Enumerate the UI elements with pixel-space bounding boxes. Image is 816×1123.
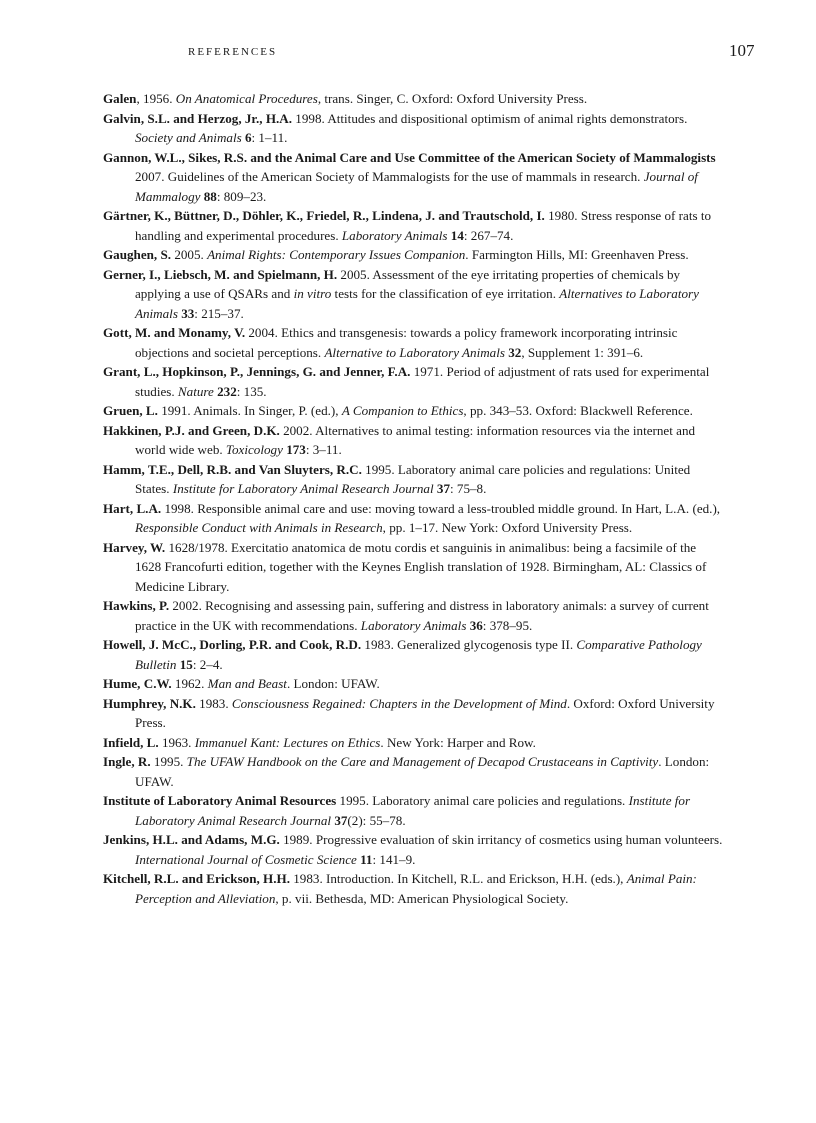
reference-entry <box>103 752 723 791</box>
reference-text: 2005. <box>171 247 208 262</box>
reference-authors-or-volume: Gaughen, S. <box>103 247 172 262</box>
reference-authors-or-volume: 88 <box>203 188 217 204</box>
reference-entry <box>103 401 723 421</box>
reference-text: 1971. Period of adjustment of rats used for experimental studies. <box>135 364 710 399</box>
reference-text: 2005. Assessment of the eye irritating properties of chemicals by applying a use of QSARs and <box>135 266 681 301</box>
reference-authors-or-volume: Jenkins, H.L. and Adams, M.G. <box>103 832 280 847</box>
reference-text: . London: UFAW. <box>135 754 710 789</box>
reference-title: Laboratory Animals <box>341 227 448 243</box>
reference-text: . Farmington Hills, MI: Greenhaven Press. <box>465 247 689 262</box>
reference-text: : 267–74. <box>463 227 514 243</box>
reference-title: On Anatomical Procedures <box>175 91 318 106</box>
reference-authors-or-volume: 36 <box>469 617 483 633</box>
reference-entry <box>103 674 723 694</box>
reference-title: Institute for Laboratory Animal Research Journal <box>135 793 691 828</box>
reference-title: Immanuel Kant: Lectures on Ethics <box>194 734 381 750</box>
reference-text: (2): 55–78. <box>347 812 406 828</box>
reference-authors-or-volume: Gott, M. and Monamy, V. <box>103 325 246 340</box>
reference-authors-or-volume: Gerner, I., Liebsch, M. and Spielmann, H. <box>103 266 338 282</box>
reference-title: A Companion to Ethics <box>341 403 464 418</box>
reference-entry <box>103 635 723 674</box>
reference-text: 1983. <box>195 695 232 711</box>
reference-text: 1983. Introduction. In Kitchell, R.L. and Erickson, H.H. (eds.), <box>289 871 627 886</box>
reference-entry <box>103 596 723 635</box>
reference-authors-or-volume: Hakkinen, P.J. and Green, D.K. <box>103 422 280 438</box>
reference-text: 1962. <box>171 676 208 691</box>
reference-authors-or-volume: Galen <box>103 91 137 106</box>
reference-authors-or-volume: Institute of Laboratory Animal Resources <box>103 793 337 808</box>
reference-entry <box>103 109 723 148</box>
reference-text: 1980. Stress response of rats to handling and experimental procedures. <box>135 208 712 243</box>
reference-text: : 135. <box>236 383 267 399</box>
reference-entry <box>103 362 723 401</box>
reference-text: , Supplement 1: 391–6. <box>521 344 644 360</box>
reference-title: Animal Pain: Perception and Alleviation <box>135 871 697 906</box>
reference-authors-or-volume: 14 <box>450 227 464 243</box>
page-number: 107 <box>729 41 755 60</box>
reference-title: Responsible Conduct with Animals in Research <box>135 520 383 535</box>
reference-text: . Oxford: Oxford University Press. <box>135 695 715 730</box>
reference-authors-or-volume: 173 <box>286 442 306 457</box>
reference-authors-or-volume: Gruen, L. <box>103 403 158 418</box>
reference-text: : 3–11. <box>305 442 342 457</box>
reference-entry <box>103 460 723 499</box>
reference-text: 1963. <box>158 734 195 750</box>
reference-authors-or-volume: 37 <box>334 812 348 828</box>
reference-authors-or-volume: 33 <box>181 305 195 321</box>
reference-text: 1998. Responsible animal care and use: moving toward a less-troubled middle ground. In Hart, L.A. (ed.), <box>161 500 721 516</box>
reference-authors-or-volume: Humphrey, N.K. <box>103 695 196 711</box>
reference-authors-or-volume: Hamm, T.E., Dell, R.B. and Van Sluyters, R.C. <box>103 461 362 477</box>
reference-text: 2002. Recognising and assessing pain, suffering and distress in laboratory animals: a survey of current practice in the UK with recommendations. <box>135 598 709 633</box>
reference-list <box>103 89 723 908</box>
reference-title: Nature <box>177 383 214 399</box>
reference-entry <box>103 265 723 324</box>
reference-text: tests for the classification of eye irritation. <box>331 286 560 301</box>
reference-text: : 75–8. <box>449 481 487 496</box>
reference-text: , p. vii. Bethesda, MD: American Physiological Society. <box>275 890 569 906</box>
reference-authors-or-volume: 37 <box>436 481 450 496</box>
reference-authors-or-volume: Gannon, W.L., Sikes, R.S. and the Animal Care and Use Committee of the American Society of Mammalogists <box>103 149 716 165</box>
reference-text: 1995. <box>150 754 187 769</box>
reference-entry <box>103 869 723 908</box>
reference-authors-or-volume: Grant, L., Hopkinson, P., Jennings, G. and Jenner, F.A. <box>103 364 411 379</box>
reference-text: : 378–95. <box>482 617 533 633</box>
reference-authors-or-volume: Gärtner, K., Büttner, D., Döhler, K., Friedel, R., Lindena, J. and Trautschold, I. <box>103 208 545 223</box>
reference-entry <box>103 206 723 245</box>
reference-entry <box>103 89 723 109</box>
reference-text: 1628/1978. Exercitatio anatomica de motu cordis et sanguinis in animalibus: being a facsimile of the 1628 Francofurti edition, together with the Keynes English translation of 1928. Birmingham, AL: Classics of Medicine Library. <box>135 539 707 594</box>
reference-text: : 215–37. <box>194 305 244 321</box>
reference-text: 2004. Ethics and transgenesis: towards a policy framework incorporating intrinsic objections and societal perceptions. <box>135 325 678 360</box>
reference-entry <box>103 323 723 362</box>
reference-text: : 809–23. <box>216 188 267 204</box>
reference-entry <box>103 830 723 869</box>
reference-text: : 1–11. <box>251 130 288 145</box>
reference-title: International Journal of Cosmetic Science <box>135 851 357 867</box>
reference-entry <box>103 245 723 265</box>
reference-text: . New York: Harper and Row. <box>380 734 536 750</box>
reference-authors-or-volume: 232 <box>217 383 237 399</box>
reference-entry <box>103 538 723 597</box>
reference-text: 1989. Progressive evaluation of skin irritancy of cosmetics using human volunteers. <box>279 832 723 847</box>
reference-title: The UFAW Handbook on the Care and Management of Decapod Crustaceans in Captivity <box>186 754 659 769</box>
reference-title: Society and Animals <box>135 130 242 145</box>
reference-entry <box>103 733 723 753</box>
reference-authors-or-volume: 6 <box>244 130 252 145</box>
reference-entry <box>103 499 723 538</box>
reference-text: : 141–9. <box>372 851 416 867</box>
reference-authors-or-volume: Hawkins, P. <box>103 598 170 613</box>
reference-entry <box>103 791 723 830</box>
reference-text: 2007. Guidelines of the American Society of Mammalogists for the use of mammals in research. <box>135 169 644 184</box>
reference-text: 1998. Attitudes and dispositional optimism of animal rights demonstrators. <box>292 110 688 126</box>
reference-authors-or-volume: Hume, C.W. <box>103 676 172 691</box>
reference-title: Journal of Mammalogy <box>135 169 698 204</box>
reference-title: in vitro <box>293 286 332 301</box>
reference-authors-or-volume: 15 <box>179 656 193 672</box>
reference-text: 2002. Alternatives to animal testing: information resources via the internet and world wide web. <box>135 422 696 457</box>
reference-entry <box>103 694 723 733</box>
reference-text: , pp. 343–53. Oxford: Blackwell Reference. <box>463 403 693 418</box>
reference-authors-or-volume: Kitchell, R.L. and Erickson, H.H. <box>103 871 290 886</box>
reference-title: Alternatives to Laboratory Animals <box>135 286 699 321</box>
reference-authors-or-volume: Howell, J. McC., Dorling, P.R. and Cook, R.D. <box>103 637 362 652</box>
reference-entry <box>103 148 723 207</box>
reference-title: Man and Beast <box>207 676 287 691</box>
reference-title: Laboratory Animals <box>360 617 467 633</box>
reference-title: Animal Rights: Contemporary Issues Companion <box>207 247 466 262</box>
reference-text: 1995. Laboratory animal care policies and regulations. <box>336 793 629 808</box>
reference-authors-or-volume: Hart, L.A. <box>103 500 162 516</box>
reference-text: 1995. Laboratory animal care policies and regulations: United States. <box>135 461 691 496</box>
reference-text: : 2–4. <box>192 656 223 672</box>
reference-text: , pp. 1–17. New York: Oxford University Press. <box>382 520 633 535</box>
reference-authors-or-volume: 11 <box>360 851 373 867</box>
reference-authors-or-volume: Galvin, S.L. and Herzog, Jr., H.A. <box>103 110 293 126</box>
running-head: REFERENCES <box>188 46 278 58</box>
reference-title: Comparative Pathology Bulletin <box>135 637 702 672</box>
reference-authors-or-volume: Ingle, R. <box>103 754 151 769</box>
reference-text: . London: UFAW. <box>286 676 380 691</box>
reference-text: , trans. Singer, C. Oxford: Oxford University Press. <box>317 91 588 106</box>
reference-authors-or-volume: Infield, L. <box>103 734 159 750</box>
reference-title: Toxicology <box>225 442 283 457</box>
reference-text: 1991. Animals. In Singer, P. (ed.), <box>157 403 342 418</box>
reference-text: , 1956. <box>136 91 176 106</box>
reference-authors-or-volume: Harvey, W. <box>103 539 166 555</box>
reference-title: Institute for Laboratory Animal Research Journal <box>172 481 434 496</box>
reference-title: Consciousness Regained: Chapters in the Development of Mind <box>231 695 567 711</box>
reference-entry <box>103 421 723 460</box>
reference-title: Alternative to Laboratory Animals <box>324 344 505 360</box>
reference-text: 1983. Generalized glycogenosis type II. <box>361 637 577 652</box>
reference-authors-or-volume: 32 <box>508 344 522 360</box>
